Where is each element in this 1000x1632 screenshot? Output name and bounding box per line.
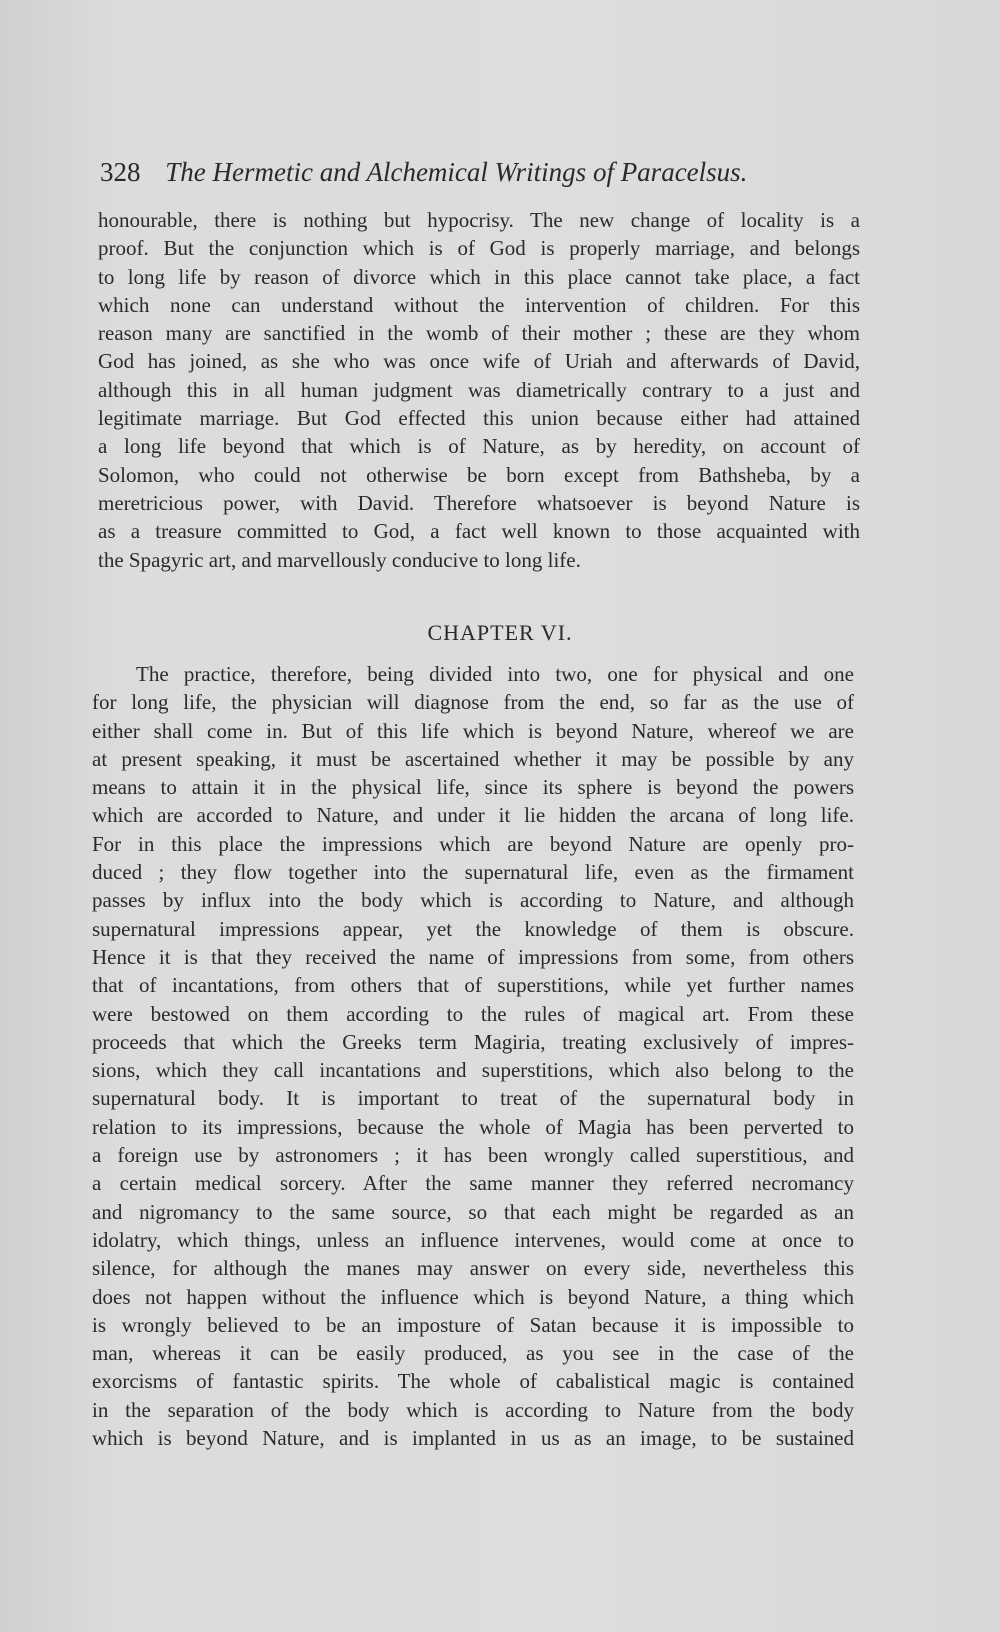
text-line: proof. But the conjunction which is of God is properly marriage, and belongs [98,236,860,261]
text-line: idolatry, which things, unless an influence intervenes, would come at once to [92,1227,854,1252]
text-line: the Spagyric art, and marvellously conducive to long life. [98,547,581,572]
text-line: in the separation of the body which is according to Nature from the body [92,1397,854,1422]
text-line: were bestowed on them according to the rules of magical art. From these [92,1001,854,1026]
text-line: that of incantations, from others that of superstitions, while yet further names [92,973,854,998]
text-line: legitimate marriage. But God effected this union because either had attained [98,406,860,431]
paragraph-1 [98,206,860,574]
text-line: means to attain it in the physical life, since its sphere is beyond the powers [92,775,854,800]
text-line: for long life, the physician will diagnose from the end, so far as the use of [92,690,854,715]
text-line: reason many are sanctified in the womb of their mother ; these are they whom [98,321,860,346]
text-line: a foreign use by astronomers ; it has been wrongly called superstitious, and [92,1143,854,1168]
text-line: at present speaking, it must be ascertained whether it may be possible by any [92,746,854,771]
page-number: 328 [100,157,141,187]
text-line: supernatural body. It is important to treat of the supernatural body in [92,1086,854,1111]
text-line: does not happen without the influence which is beyond Nature, a thing which [92,1284,854,1309]
text-line: honourable, there is nothing but hypocrisy. The new change of locality is a [98,208,860,232]
text-line: a certain medical sorcery. After the same manner they referred necromancy [92,1171,854,1196]
text-line: duced ; they flow together into the supernatural life, even as the firmament [92,860,854,885]
text-line: which is beyond Nature, and is implanted in us as an image, to be sustained [92,1426,854,1451]
text-line: passes by influx into the body which is according to Nature, and although [92,888,854,913]
text-line: Hence it is that they received the name of impressions from some, from others [92,944,854,969]
text-line: either shall come in. But of this life which is beyond Nature, whereof we are [92,718,854,743]
text-line: man, whereas it can be easily produced, as you see in the case of the [92,1341,854,1366]
text-line: God has joined, as she who was once wife of Uriah and afterwards of David, [98,349,860,374]
text-line: is wrongly believed to be an imposture of Satan because it is impossible to [92,1312,854,1337]
chapter-heading: CHAPTER VI. [427,620,573,645]
text-line: although this in all human judgment was diametrically contrary to a just and [98,377,860,402]
text-line: supernatural impressions appear, yet the knowledge of them is obscure. [92,916,854,941]
text-line: which none can understand without the intervention of children. For this [98,292,860,317]
text-line: meretricious power, with David. Therefore whatsoever is beyond Nature is [98,490,860,515]
text-line: relation to its impressions, because the whole of Magia has been perverted to [92,1114,854,1139]
text-line: exorcisms of fantastic spirits. The whole of cabalistical magic is contained [92,1369,854,1394]
text-line: silence, for although the manes may answer on every side, nevertheless this [92,1256,854,1281]
running-header [100,152,860,192]
text-line: For in this place the impressions which are beyond Nature are openly pro- [92,831,854,856]
text-line: to long life by reason of divorce which in this place cannot take place, a fact [98,264,860,289]
text-line: as a treasure committed to God, a fact well known to those acquainted with [98,519,860,544]
text-line: and nigromancy to the same source, so that each might be regarded as an [92,1199,854,1224]
text-line: sions, which they call incantations and superstitions, which also belong to the [92,1058,854,1083]
text-line: Solomon, who could not otherwise be born except from Bathsheba, by a [98,462,860,487]
paragraph-2 [92,660,854,1452]
running-title: The Hermetic and Alchemical Writings of Paracelsus. [165,157,748,187]
text-line: which are accorded to Nature, and under it lie hidden the arcana of long life. [92,803,854,828]
text-line: The practice, therefore, being divided into two, one for physical and one [136,662,854,686]
text-line: proceeds that which the Greeks term Magiria, treating exclusively of impres- [92,1029,854,1054]
text-line: a long life beyond that which is of Nature, as by heredity, on account of [98,434,860,459]
